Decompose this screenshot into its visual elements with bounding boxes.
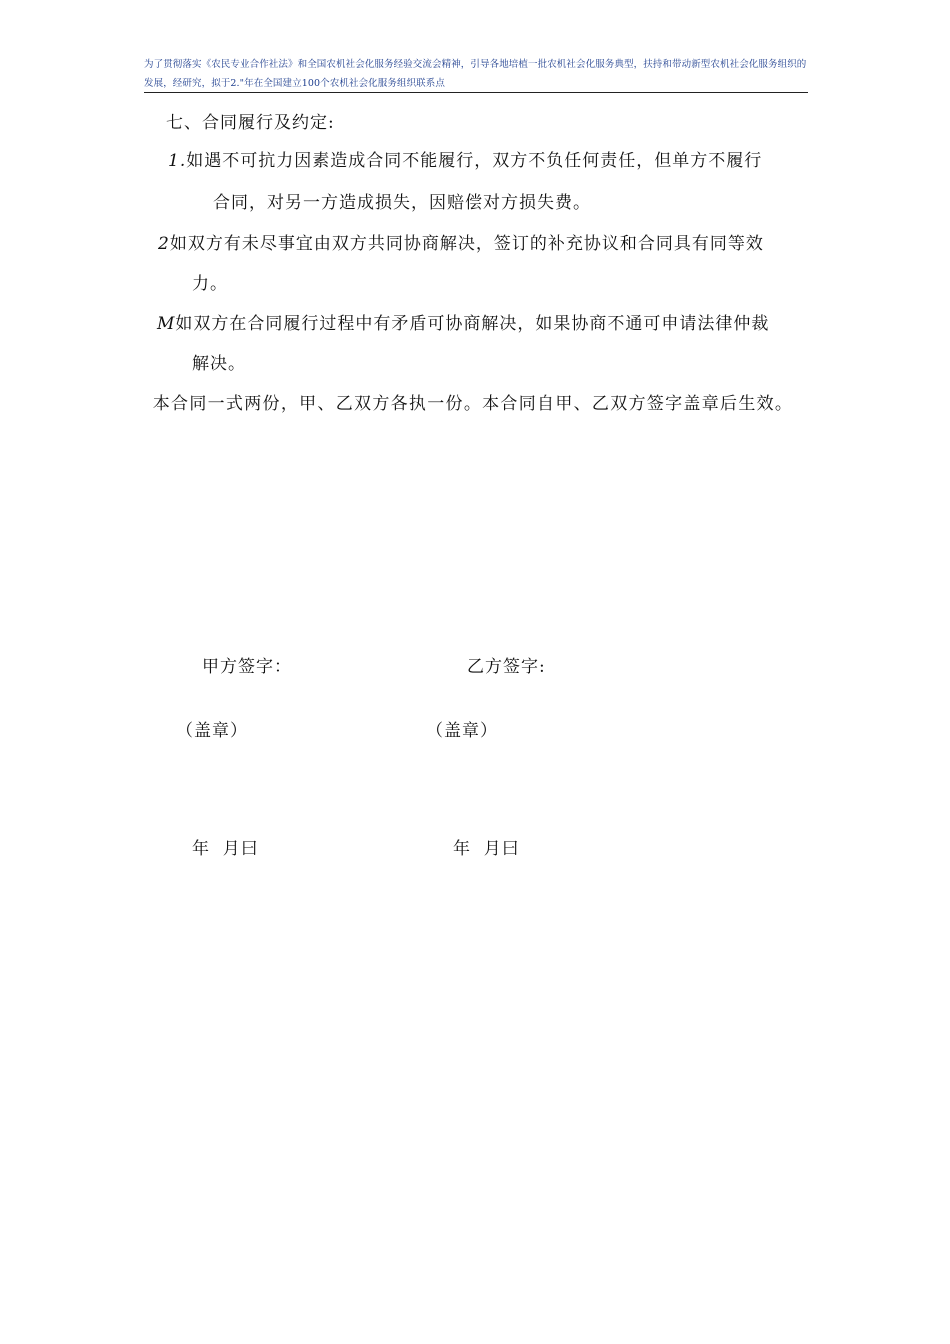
clause-2-line-2: 力。: [192, 274, 228, 294]
clause-3-text: 如双方在合同履行过程中有矛盾可协商解决，如果协商不通可申请法律仲裁: [175, 314, 770, 334]
clause-2-number: 2: [158, 234, 170, 254]
closing-paragraph: [146, 393, 812, 415]
clause-1-line-1: [168, 150, 762, 172]
header-line-1: 为了贯彻落实《农民专业合作社法》和全国农机社会化服务经验交流会精神，引导各地培植一批农机社会化服务典型，扶持和带动新型农机社会化服务组织的: [144, 59, 807, 70]
clause-2-line-1: [158, 233, 764, 255]
party-a-date: 年 月曰: [192, 839, 259, 859]
clause-1-number: 1.: [168, 151, 187, 171]
header-divider: [144, 92, 808, 93]
clause-3-number: M: [157, 314, 176, 334]
section-title: 七、合同履行及约定:: [166, 113, 335, 133]
clause-2-text: 如双方有未尽事宜由双方共同协商解决，签订的补充协议和合同具有同等效: [169, 234, 764, 254]
clause-1-text: 如遇不可抗力因素造成合同不能履行，双方不负任何责任，但单方不履行: [186, 151, 763, 171]
header-line-2: 发展，经研究，拟于2."年在全国建立100个农机社会化服务组织联系点: [144, 78, 445, 89]
page-header: [144, 55, 808, 93]
party-b-seal: （盖章）: [426, 721, 498, 741]
clause-3-line-1: [157, 313, 769, 335]
party-a-signature-label: 甲方签字：: [202, 657, 292, 677]
party-b-date: 年 月曰: [453, 839, 520, 859]
closing-text: 本合同一式两份，甲、乙双方各执一份。本合同自甲、乙双方签字盖章后生效。: [152, 394, 794, 414]
party-a-seal: （盖章）: [176, 721, 248, 741]
party-b-signature-label: 乙方签字:: [467, 657, 546, 677]
clause-1-line-2: 合同，对另一方造成损失，因赔偿对方损失费。: [213, 193, 591, 213]
clause-3-line-2: 解决。: [192, 354, 246, 374]
